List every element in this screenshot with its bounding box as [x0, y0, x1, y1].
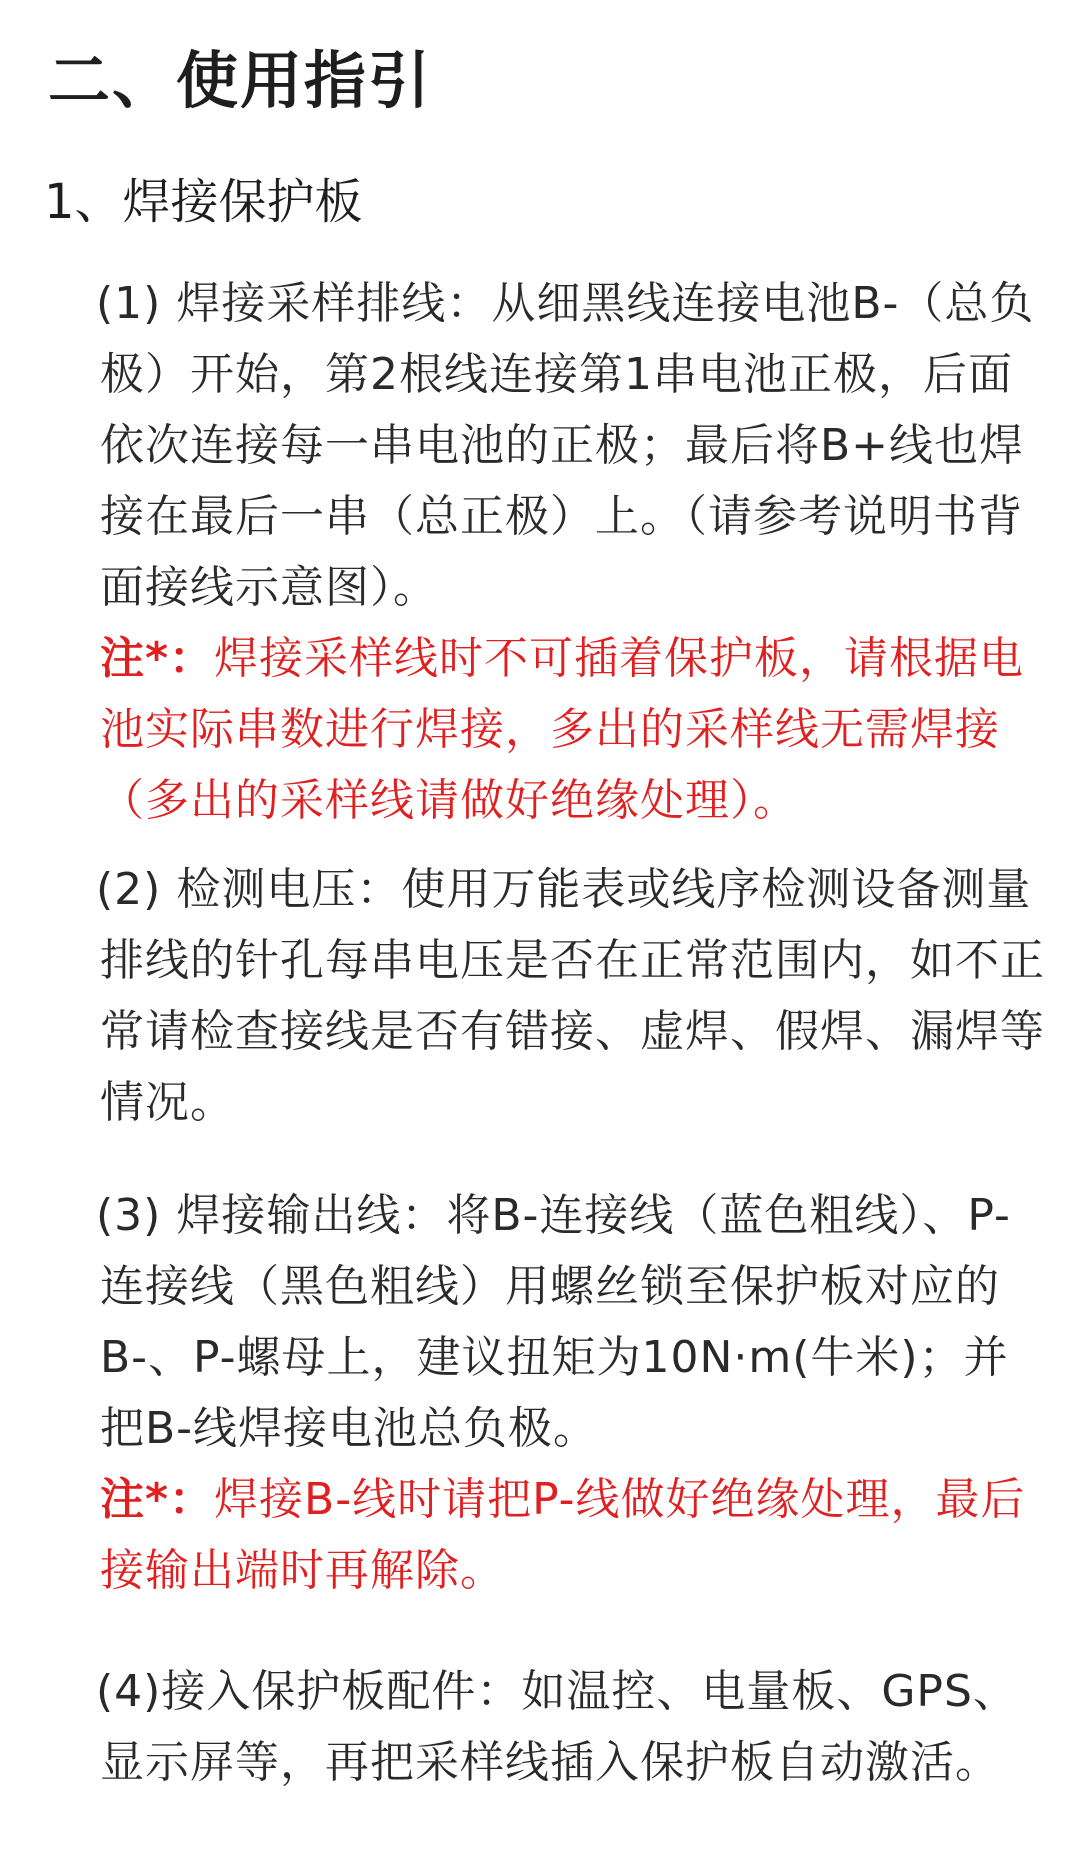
note-label: 注*：	[100, 1474, 215, 1525]
note-text: 焊接采样线时不可插着保护板，请根据电池实际串数进行焊接，多出的采样线无需焊接（多出的采样线请做好绝缘处理）。	[100, 633, 1025, 826]
warning-note	[100, 623, 1045, 836]
item-number: (1)	[96, 278, 162, 329]
subsection-title: 1、焊接保护板	[44, 174, 363, 230]
section-title: 二、使用指引	[48, 44, 433, 117]
note-text: 焊接B-线时请把P-线做好绝缘处理，最后接输出端时再解除。	[100, 1474, 1026, 1596]
instruction-item-3	[96, 1180, 1045, 1606]
note-label: 注*：	[100, 633, 215, 684]
item-number: (3)	[96, 1190, 162, 1241]
instruction-body	[96, 1656, 1045, 1798]
item-number: (2)	[96, 864, 162, 915]
item-text: 接入保护板配件：如温控、电量板、GPS、显示屏等，再把采样线插入保护板自动激活。	[100, 1666, 1018, 1788]
instruction-item-2	[96, 854, 1045, 1138]
item-text: 检测电压：使用万能表或线序检测设备测量排线的针孔每串电压是否在正常范围内，如不正常请检查接线是否有错接、虚焊、假焊、漏焊等情况。	[100, 864, 1045, 1128]
item-text: 焊接输出线：将B-连接线（蓝色粗线）、P-连接线（黑色粗线）用螺丝锁至保护板对应的B-、P-螺母上，建议扭矩为10N·m(牛米)；并把B-线焊接电池总负极。	[100, 1190, 1011, 1454]
instruction-item-4	[96, 1656, 1045, 1798]
item-number: (4)	[96, 1666, 162, 1717]
instruction-body	[96, 854, 1045, 1138]
instruction-body	[96, 1180, 1045, 1464]
item-text: 焊接采样排线：从细黑线连接电池B-（总负极）开始，第2根线连接第1串电池正极，后面依次连接每一串电池的正极；最后将B+线也焊接在最后一串（总正极）上。（请参考说明书背面接线示意图）。	[100, 278, 1035, 613]
instruction-body	[96, 268, 1045, 623]
warning-note	[100, 1464, 1045, 1606]
instruction-item-1	[96, 268, 1045, 836]
